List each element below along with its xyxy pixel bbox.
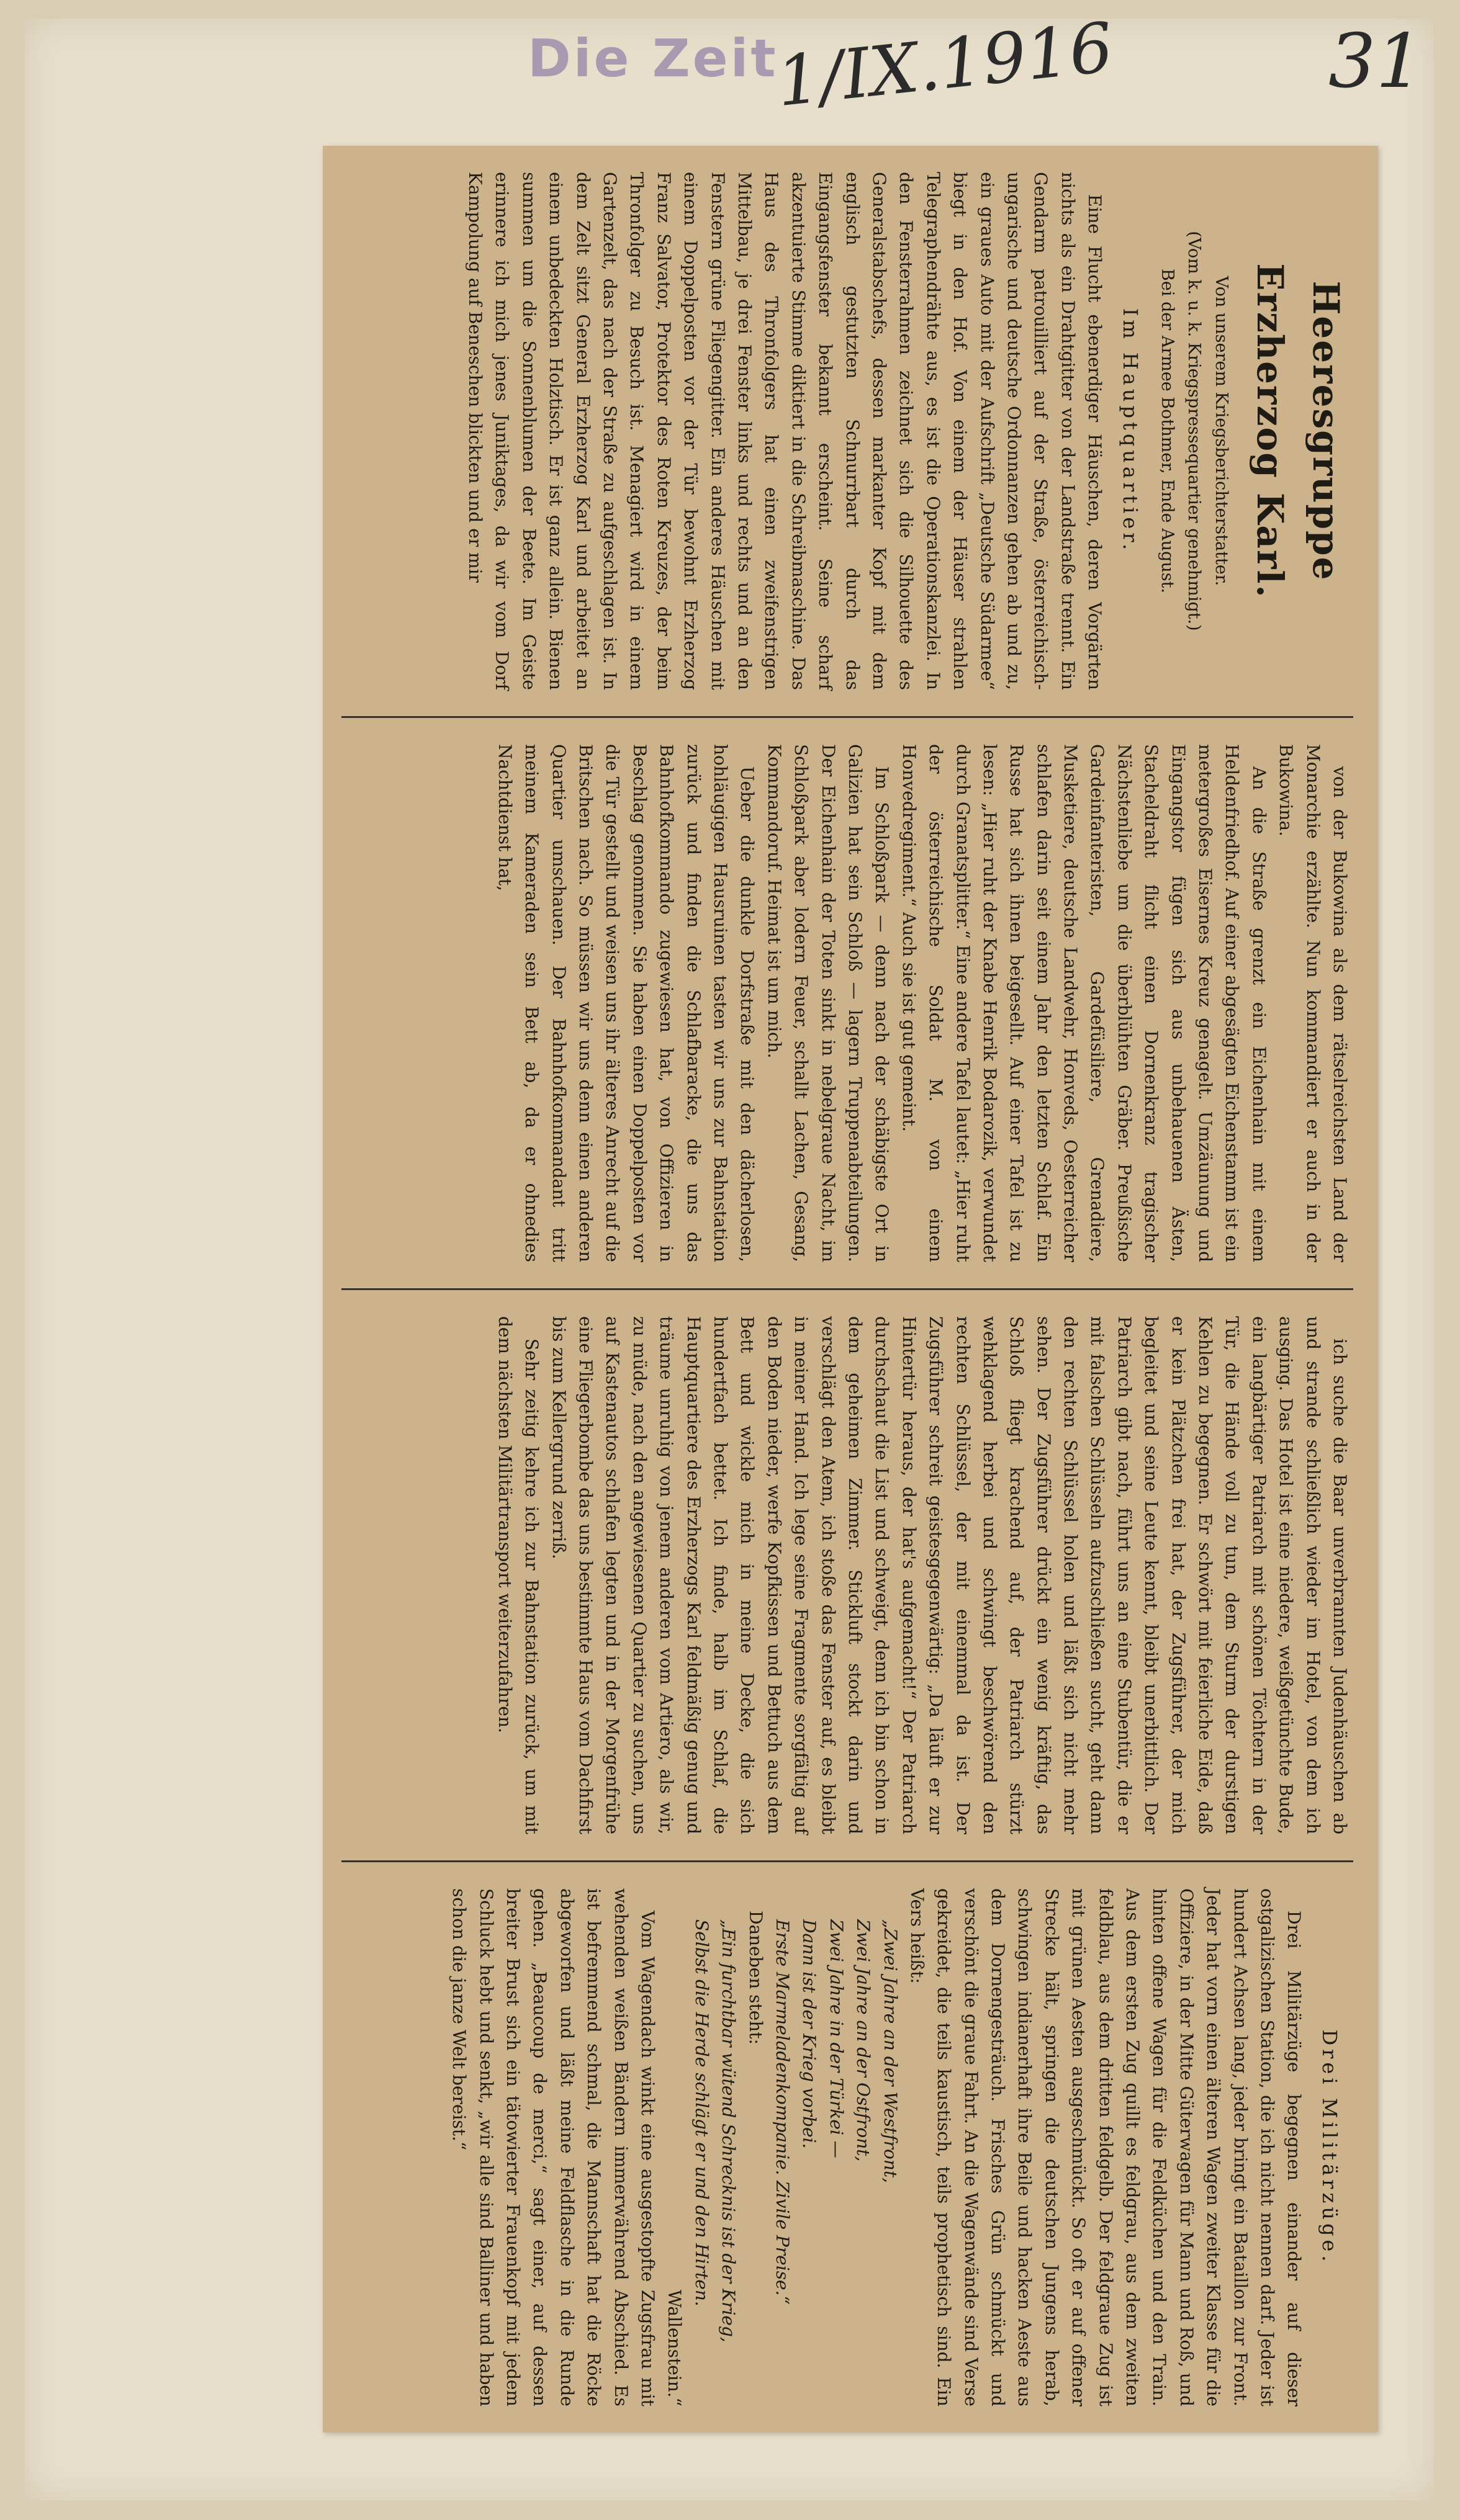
- newspaper-clipping: [323, 146, 1378, 2433]
- clipping-columns: [323, 146, 1378, 2433]
- verse-signature: Wallenstein.“: [664, 2290, 685, 2406]
- handwritten-date: 1/IX.1916: [772, 7, 1117, 122]
- article-subhead: Im Hauptquartier.: [1118, 308, 1142, 554]
- article-dateline: Bei der Armee Bothmer, Ende August.: [1157, 268, 1177, 594]
- paragraph: Eine Flucht ebenerdiger Häuschen, deren Vorgärten nichts als ein Drahtgitter von der Landstraße trennt. Ein Gendarm patrouilliert auf der Straße, österreichisch-ungarische und deutsche Ordonnanzen gehen ab und zu, ein graues Auto mit der Aufschrift „Deutsche Südarmee“ biegt in den Hof. Von einem der Häuser strahlen Telegraphendrähte aus, es ist die Operationskanzlei. In den Fensterrahmen zeichnet sich die Silhouette des Generalstabschefs, dessen markanter Kopf mit dem englisch gestutzten Schnurrbart durch das Eingangsfenster bekannt erscheint. Seine scharf akzentuierte Stimme diktiert in die Schreibmaschine. Das Haus des Thronfolgers hat einen zweifenstrigen Mittelbau, je drei Fenster links und rechts und an den Fenstern grüne Fliegengitter. Ein anderes Häuschen mit einem Doppelposten vor der Tür bewohnt Erzherzog Franz Salvator, Protektor des Roten Kreuzes, der beim Thronfolger zu Besuch ist. Menagiert wird in einem Gartenzelt, das nach der Straße zu aufgeschlagen ist. In dem Zelt sitzt General Erzherzog Karl und arbeitet an einem unbedeckten Holztisch. Er ist ganz allein. Bienen summen um die Sonnenblumen der Beete. Im Geiste erinnere ich mich jenes Juniktages, da wir vom Dorf Kampolung auf Beneschen blickten und er mir: [465, 172, 1106, 690]
- article-credit: (Vom k. u. k. Kriegspressequartier genehmigt.): [1184, 231, 1204, 631]
- verse-line: „Ein furchtbar wütend Schrecknis ist der Krieg,: [718, 1919, 739, 2343]
- newspaper-stamp: Die Zeit: [528, 28, 778, 89]
- column-3: [341, 1288, 1353, 1860]
- verse-line: Zwei Jahre an der Ostfront,: [853, 1919, 874, 2162]
- paragraph: Drei Militärzüge begegnen einander auf dieser ostgalizischen Station, die ich nicht nennen darf. Jeder ist hundert Achsen lang, jeder bringt ein Bataillon zur Front. Jeder hat vorn einen älteren Wagen zweiter Klasse für die Offiziere, in der Mitte Güterwagen für Mann und Roß, und hinten offene Wagen für die Feldküchen und den Train. Aus dem ersten Zug quillt es feldgrau, aus dem zweiten feldblau, aus dem dritten feldgelb. Der feldgraue Zug ist mit grünen Aesten ausgeschmückt. So oft er auf offener Strecke hält, springen die deutschen Jungens herab, schwingen indianerhaft ihre Beile und hacken Aeste aus dem Dornengesträuch. Frisches Grün schmückt und verschönt die graue Fahrt. An die Wagenwände sind Verse gekreidet, die teils kaustisch, teils prophetisch sind. Ein Vers heißt:: [906, 1888, 1305, 2406]
- paragraph: ich suche die Baar unverbrannten Judenhäuschen ab und strande schließlich wieder im Hotel, von dem ich ausging. Das Hotel ist eine niedere, weißgetünchte Bude, ein langbärtiger Patriarch mit schönen Töchtern in der Tür, die Hände voll zu tun, dem Sturm der durstigen Kehlen zu begegnen. Er schwört mit feierliche Eide, daß er kein Plätzchen frei hat, der Zugsführer, der mich begleitet und seine Leute kennt, bleibt unerbittlich. Der Patriarch gibt nach, führt uns an eine Stubentür, die er mit falschen Schlüsseln aufzuschließen sucht, geht dann den rechten Schlüssel holen und läßt sich nicht mehr sehen. Der Zugsführer drückt ein wenig kräftig, das Schloß fliegt krachend auf, der Patriarch stürzt wehklagend herbei und schwingt beschwörend den rechten Schlüssel, der mit einemmal da ist. Der Zugsführer schreit geistesgegenwärtig: „Da läuft er zur Hintertür heraus, der hat's aufgemacht!“ Der Patriarch durchschaut die List und schweigt, denn ich bin schon in dem geheimen Zimmer. Stickluft stockt darin und verschlägt den Atem, ich stoße das Fenster auf, es bleibt in meiner Hand. Ich lege seine Fragmente sorgfältig auf den Boden nieder, werfe Kopfkissen und Bettuch aus dem Bett und wickle mich in meine Decke, die sich hundertfach bettet. Ich finde, halb im Schlaf, die Hauptquartiere des Erzherzogs Karl feldmäßig genug und träume unruhig von jenem anderen vom Artiero, als wir, zu müde, nach den angewiesenen Quartier zu suchen, uns auf Kastenautos schlafen legten und in der Morgenfrühe eine Fliegerbombe das uns bestimmte Haus vom Dachfirst bis zum Kellergrund zerriß.: [548, 1316, 1350, 1834]
- column-4: [341, 1860, 1353, 2433]
- paragraph: An die Straße grenzt ein Eichenhain mit einem Heldenfriedhof. Auf einer abgesägten Eichenstamm ist ein metergroßes Eisernes Kreuz genagelt. Umzäunung und Eingangstor fügen sich aus unbehauenen Ästen, Stacheldraht flicht einen Dornenkranz tragischer Nächstenliebe um die überblühten Gräber. Preußische Gardeinfanteristen, Gardefüsiliere, Grenadiere, Musketiere, deutsche Landwehr, Honveds, Oesterreicher schlafen darin seit einem Jahr den letzten Schlaf. Ein Russe hat sich ihnen beigesellt. Auf einer Tafel ist zu lesen: „Hier ruht der Knabe Henrik Bodarozik, verwundet durch Granatsplitter.“ Eine andere Tafel lautet: „Hier ruht der österreichische Soldat M. von einem Honvedregiment.“ Auch sie ist gut gemeint.: [898, 744, 1269, 1262]
- article-byline: Von unserem Kriegsberichterstatter.: [1212, 276, 1232, 586]
- verse-line: Erste Marmeladenkompanie. Zivile Preise.“: [772, 1919, 793, 2305]
- handwritten-page-number: 31: [1328, 19, 1423, 105]
- paragraph: Im Schloßpark — denn nach der schäbigste Ort in Galizien hat sein Schloß — lagern Truppenabteilungen. Der Eichenhain der Toten sinkt in nebelgraue Nacht, im Schloßpark aber lodern Feuer, schallt Lachen, Gesang, Kommandoruf. Heimat ist um mich.: [764, 744, 893, 1262]
- column-1: [341, 146, 1353, 716]
- verse-line: Zwei Jahre in der Türkei —: [826, 1919, 847, 2158]
- article-headline: Heeresgruppe Erzherzog Karl.: [1249, 263, 1347, 599]
- verse-line: Dann ist der Krieg vorbei.: [799, 1919, 820, 2149]
- column-2: [341, 716, 1353, 1288]
- paragraph: Daneben steht:: [745, 1911, 766, 2045]
- verse-line: Selbst die Herde schlägt er und den Hirten.: [691, 1919, 712, 2307]
- paragraph: Vom Wagendach winkt eine ausgestopfte Zugsfrau mit wehenden weißen Bändern immerwährend Abschied. Es ist befremmend schmal, die Mannschaft hat die Röcke abgeworfen und läßt meine Feldflasche in die Runde gehen. „Beaucoup de merci,“ sagt einer, auf dessen breiter Brust sich ein tätowierter Frauenkopf mit jedem Schluck hebt und senkt, „wir alle sind Balliner und haben schon die janze Welt bereist.“: [449, 1888, 659, 2406]
- article2-title: Drei Militärzüge.: [1318, 2029, 1341, 2266]
- paragraph: Ueber die dunkle Dorfstraße mit den dächerlosen, hohläugigen Hausruinen tasten wir uns zur Bahnstation zurück und finden die Schlafbaracke, die uns das Bahnhofkommando zugewiesen hat, von Offizieren in Beschlag genommen. Sie haben einen Doppelposten vor die Tür gestellt und weisen uns ihr älteres Anrecht auf die Britschen nach. So müssen wir uns denn einen anderen Quartier umschauen. Der Bahnhofkommandant tritt meinem Kameraden sein Bett ab, da er ohnedies Nachtdienst hat,: [494, 744, 758, 1262]
- paragraph: von der Bukowina als dem rätselreichsten Land der Monarchie erzählte. Nun kommandiert er auch in der Bukowina.: [1276, 744, 1350, 1262]
- verse-line: „Zwei Jahre an der Westfront,: [880, 1919, 901, 2184]
- paragraph: Sehr zeitig kehre ich zur Bahnstation zurück, um mit dem nächsten Militärtransport weiterzufahren.: [494, 1316, 543, 1834]
